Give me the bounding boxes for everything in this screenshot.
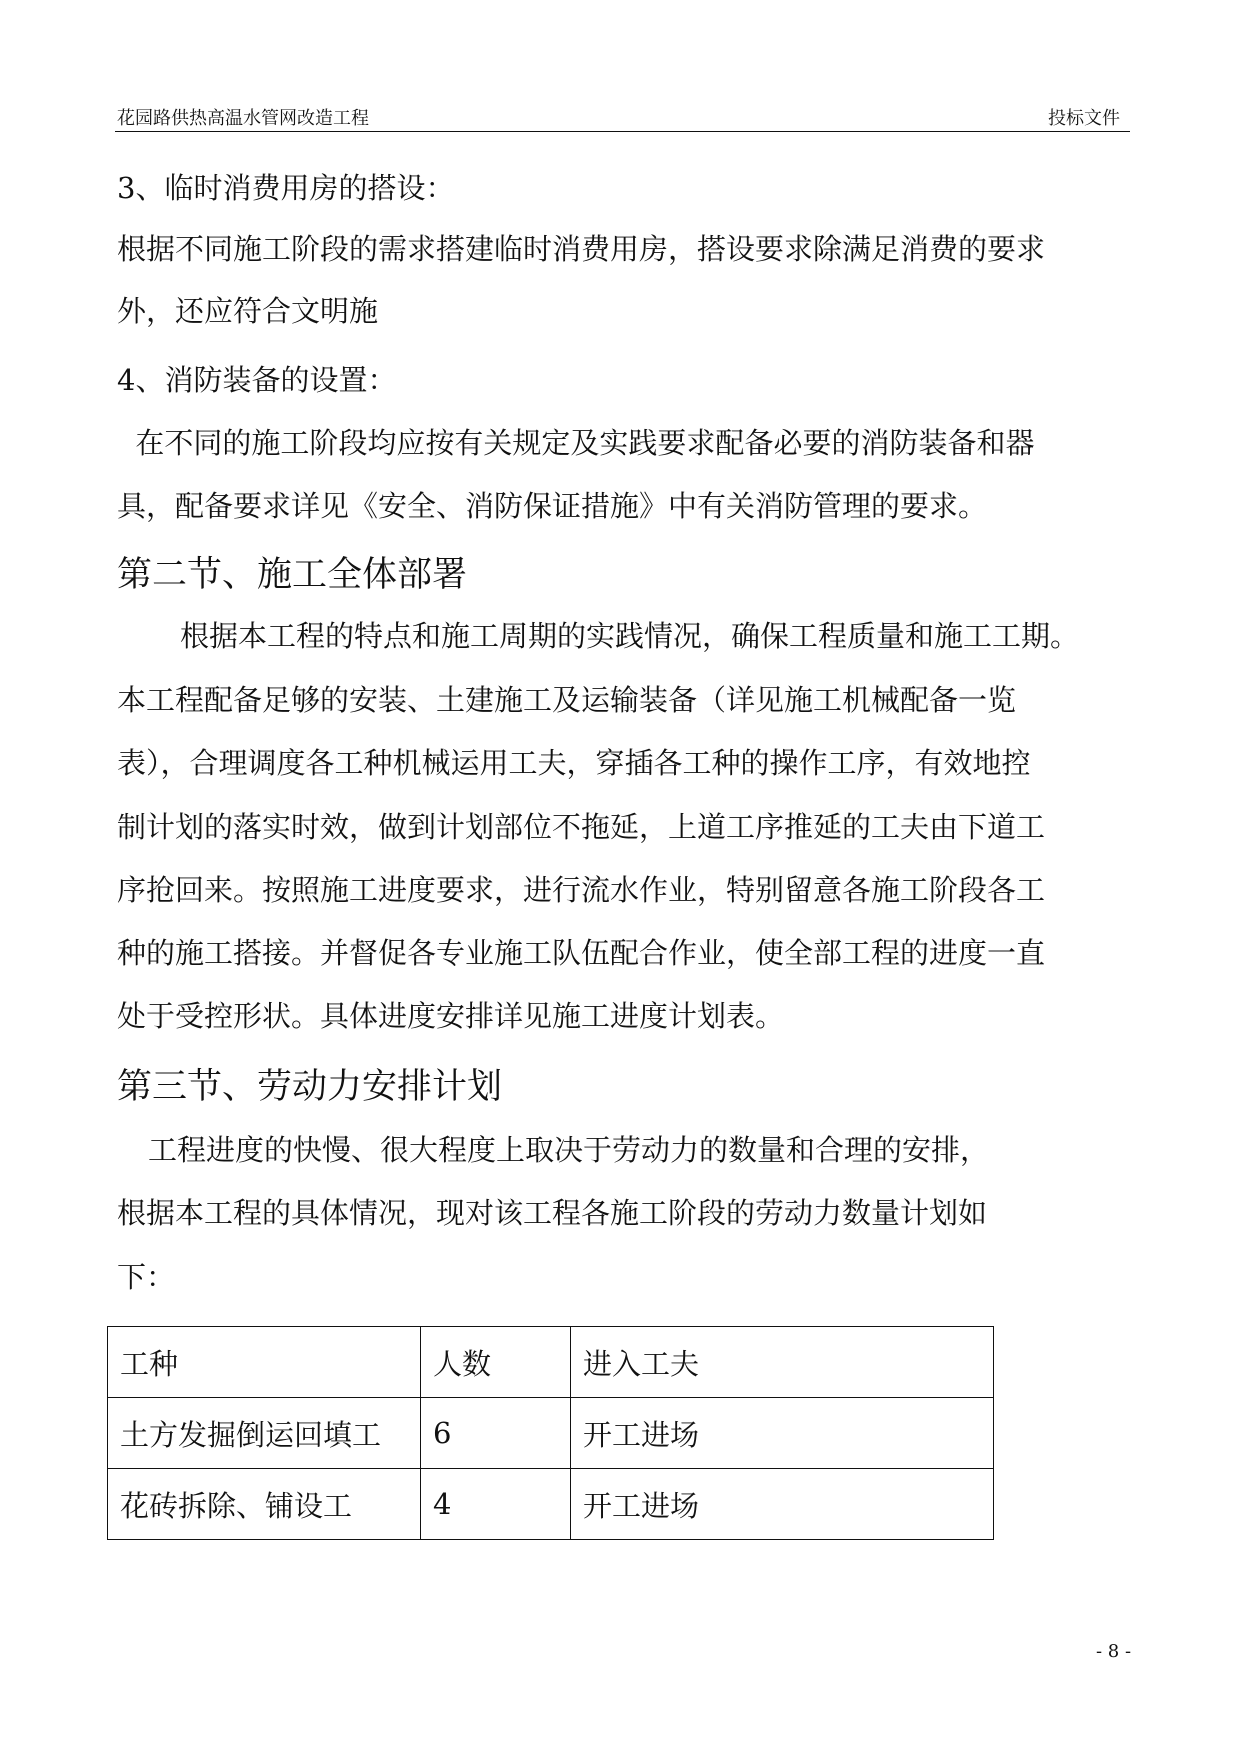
paragraph-line: 根据不同施工阶段的需求搭建临时消费用房，搭设要求除满足消费的要求 [117, 232, 1046, 266]
table-row [108, 1469, 994, 1540]
paragraph-line: 处于受控形状。具体进度安排详见施工进度计划表。 [117, 999, 785, 1033]
paragraph-line: 在不同的施工阶段均应按有关规定及实践要求配备必要的消防装备和器 [117, 426, 1035, 460]
section-heading-3: 第三节、劳动力安排计划 [117, 1067, 503, 1107]
paragraph-line: 外，还应符合文明施 [117, 294, 379, 328]
paragraph-line: 制计划的落实时效，做到计划部位不拖延，上道工序推延的工夫由下道工 [117, 810, 1046, 844]
table-cell: 4 [421, 1469, 571, 1540]
table-header-cell: 人数 [421, 1327, 571, 1398]
paragraph-line: 序抢回来。按照施工进度要求，进行流水作业，特别留意各施工阶段各工 [117, 873, 1046, 907]
paragraph-line: 种的施工搭接。并督促各专业施工队伍配合作业，使全部工程的进度一直 [117, 936, 1046, 970]
clause-4-title: 4、消防装备的设置： [117, 363, 397, 397]
table-cell: 开工进场 [571, 1398, 994, 1469]
table-cell: 6 [421, 1398, 571, 1469]
table-header-cell: 工种 [108, 1327, 421, 1398]
paragraph-line: 根据本工程的特点和施工周期的实践情况，确保工程质量和施工工期。 [180, 619, 1080, 653]
table-row [108, 1398, 994, 1469]
paragraph-line: 本工程配备足够的安装、土建施工及运输装备（详见施工机械配备一览 [117, 683, 1017, 717]
labor-plan-table [107, 1326, 994, 1540]
paragraph-line: 下： [117, 1260, 176, 1294]
header-project-title: 花园路供热高温水管网改造工程 [117, 108, 369, 129]
header-divider [115, 131, 1130, 132]
paragraph-line: 具，配备要求详见《安全、消防保证措施》中有关消防管理的要求。 [117, 489, 988, 523]
paragraph-line: 根据本工程的具体情况，现对该工程各施工阶段的劳动力数量计划如 [117, 1196, 988, 1230]
clause-3-title: 3、临时消费用房的搭设： [117, 171, 455, 205]
table-cell: 土方发掘倒运回填工 [108, 1398, 421, 1469]
table-cell: 开工进场 [571, 1469, 994, 1540]
section-heading-2: 第二节、施工全体部署 [117, 555, 468, 595]
table-header-cell: 进入工夫 [571, 1327, 994, 1398]
paragraph-line: 工程进度的快慢、很大程度上取决于劳动力的数量和合理的安排， [148, 1133, 990, 1167]
table-cell: 花砖拆除、铺设工 [108, 1469, 421, 1540]
header-document-type: 投标文件 [1048, 108, 1120, 129]
page-number: - 8 - [1096, 1641, 1132, 1662]
table-header-row [108, 1327, 994, 1398]
paragraph-line: 表），合理调度各工种机械运用工夫，穿插各工种的操作工序，有效地控 [117, 746, 1031, 780]
